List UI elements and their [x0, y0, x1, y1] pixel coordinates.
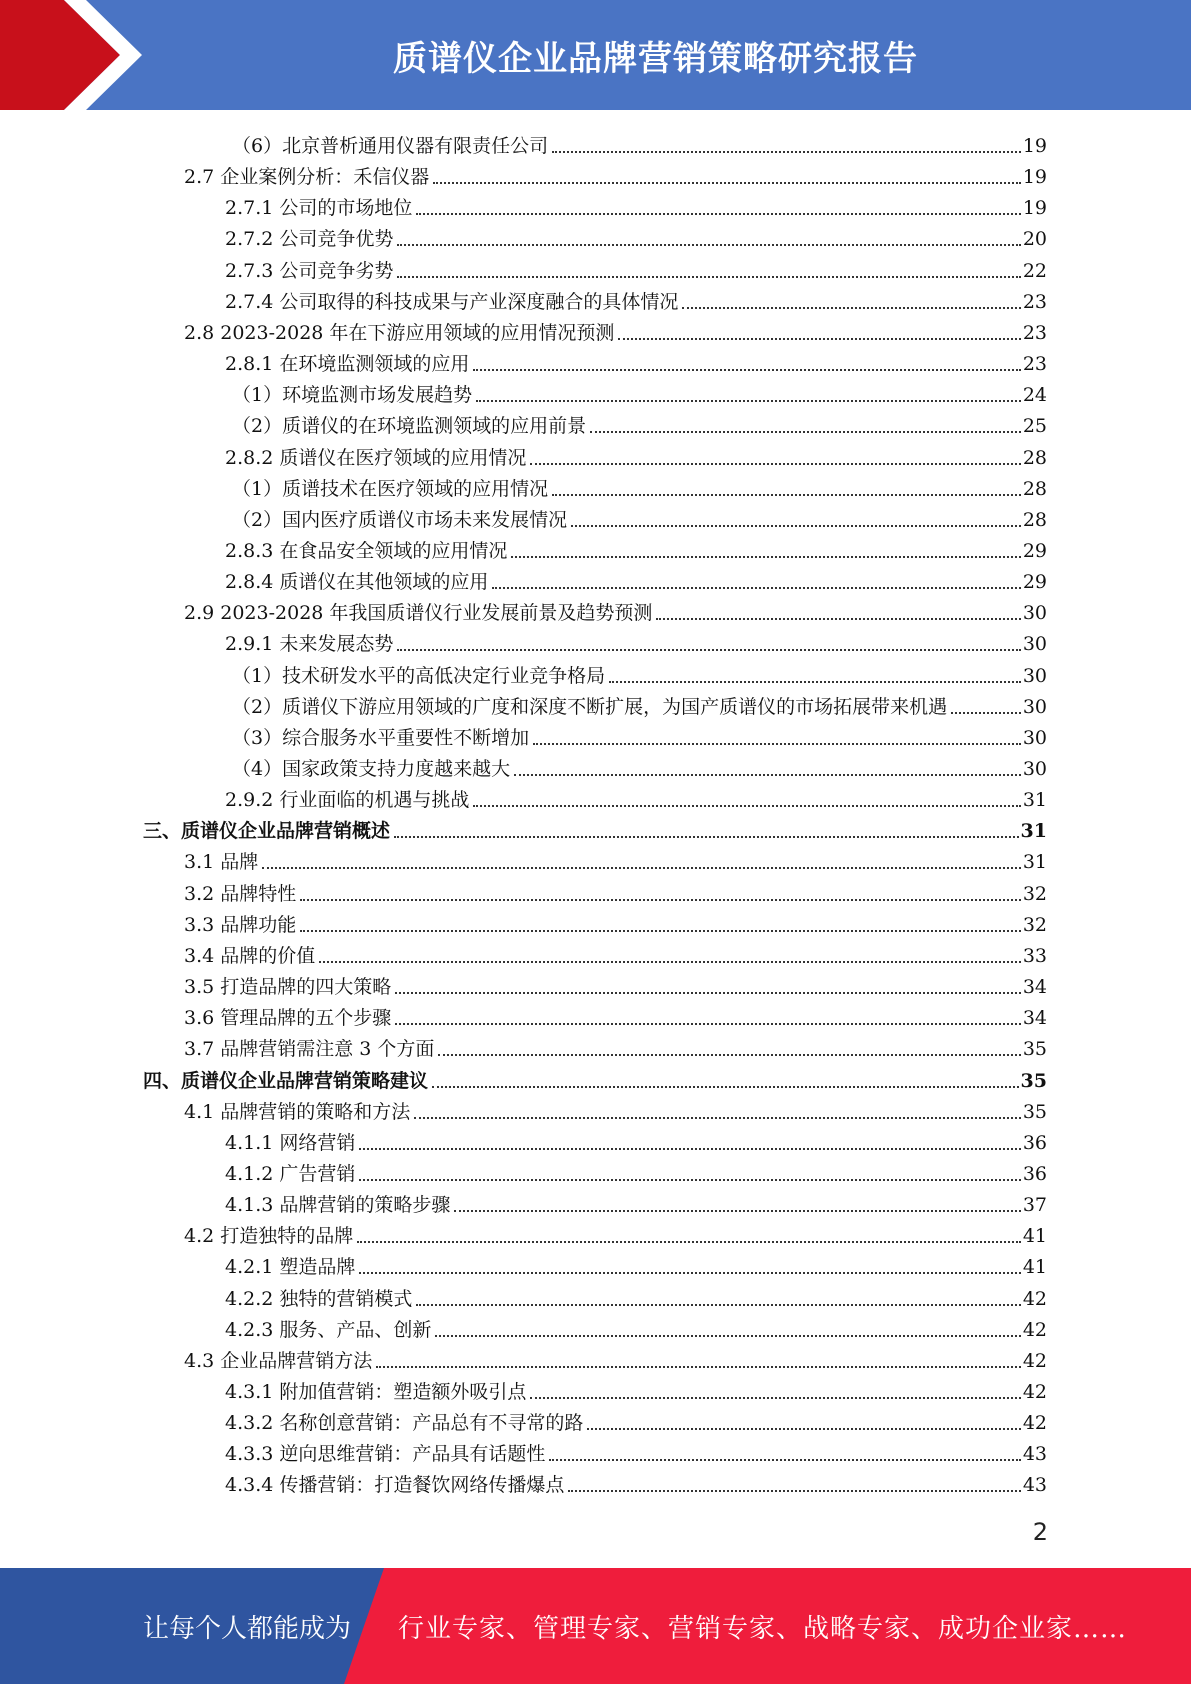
toc-entry-label: 3.7 品牌营销需注意 3 个方面 [184, 1038, 435, 1061]
toc-entry-page: 29 [1022, 571, 1047, 594]
toc-entry-page: 37 [1022, 1194, 1047, 1217]
toc-entry-label: 2.8.1 在环境监测领域的应用 [225, 353, 470, 376]
toc-dot-leader [530, 1397, 1020, 1399]
toc-entry-label: 2.7.1 公司的市场地位 [225, 197, 413, 220]
toc-entry-page: 43 [1022, 1474, 1047, 1497]
toc-entry-label: 4.3.3 逆向思维营销：产品具有话题性 [225, 1443, 546, 1466]
toc-entry[interactable] [184, 906, 1047, 937]
toc-entry-label: 2.9.2 行业面临的机遇与挑战 [225, 789, 470, 812]
toc-entry-label: 4.1 品牌营销的策略和方法 [184, 1100, 411, 1123]
toc-entry[interactable] [225, 1124, 1047, 1155]
toc-entry-page: 30 [1022, 602, 1047, 625]
toc-entry-page: 23 [1022, 321, 1047, 344]
toc-entry-page: 42 [1022, 1318, 1047, 1341]
toc-entry[interactable] [232, 470, 1047, 501]
toc-dot-leader [397, 276, 1020, 278]
toc-dot-leader [473, 805, 1020, 807]
toc-entry-label: 2.9 2023-2028 年我国质谱仪行业发展前景及趋势预测 [184, 602, 653, 625]
document-title: 质谱仪企业品牌营销策略研究报告 [393, 38, 918, 79]
toc-entry-page: 31 [1020, 820, 1047, 843]
toc-entry[interactable] [225, 1280, 1047, 1311]
toc-dot-leader [552, 151, 1021, 153]
toc-entry[interactable] [225, 625, 1047, 656]
toc-entry-page: 19 [1022, 197, 1047, 220]
toc-entry-page: 33 [1022, 944, 1047, 967]
toc-dot-leader [492, 587, 1020, 589]
toc-entry[interactable] [232, 501, 1047, 532]
toc-entry[interactable] [184, 314, 1047, 345]
toc-entry-page: 30 [1022, 633, 1047, 656]
toc-entry[interactable] [225, 189, 1047, 220]
toc-entry[interactable] [225, 252, 1047, 283]
toc-entry-label: 3.4 品牌的价值 [184, 944, 316, 967]
toc-entry[interactable] [184, 937, 1047, 968]
toc-entry[interactable] [232, 376, 1047, 407]
toc-dot-leader [530, 463, 1020, 465]
toc-entry[interactable] [184, 158, 1047, 189]
toc-entry[interactable] [225, 439, 1047, 470]
toc-entry-label: （2）质谱仪下游应用领域的广度和深度不断扩展，为国产质谱仪的市场拓展带来机遇 [232, 695, 948, 718]
toc-dot-leader [473, 369, 1020, 371]
toc-entry-page: 41 [1022, 1256, 1047, 1279]
toc-entry-page: 19 [1022, 135, 1047, 157]
toc-dot-leader [394, 836, 1019, 838]
toc-entry[interactable] [225, 345, 1047, 376]
toc-entry-label: 2.9.1 未来发展态势 [225, 633, 394, 656]
toc-entry-page: 23 [1022, 290, 1047, 313]
toc-dot-leader [590, 431, 1021, 433]
toc-entry-page: 35 [1022, 1100, 1047, 1123]
toc-entry-page: 20 [1022, 228, 1047, 251]
toc-dot-leader [416, 213, 1020, 215]
toc-entry-page: 35 [1020, 1069, 1047, 1092]
toc-entry-page: 24 [1022, 384, 1047, 407]
toc-entry[interactable] [232, 719, 1047, 750]
toc-entry-label: 3.5 打造品牌的四大策略 [184, 976, 392, 999]
toc-entry-label: 2.8.4 质谱仪在其他领域的应用 [225, 571, 489, 594]
toc-entry[interactable] [184, 843, 1047, 874]
toc-dot-leader [533, 743, 1021, 745]
toc-dot-leader [549, 1459, 1020, 1461]
toc-dot-leader [656, 618, 1020, 620]
toc-entry-label: （1）环境监测市场发展趋势 [232, 384, 473, 407]
toc-entry[interactable] [232, 657, 1047, 688]
toc-entry-page: 43 [1022, 1443, 1047, 1466]
toc-dot-leader [514, 774, 1021, 776]
toc-entry[interactable] [184, 1217, 1047, 1248]
toc-entry[interactable] [143, 1062, 1047, 1093]
toc-entry-label: （1）质谱技术在医疗领域的应用情况 [232, 477, 549, 500]
toc-entry-label: 2.8.2 质谱仪在医疗领域的应用情况 [225, 446, 527, 469]
toc-entry-page: 36 [1022, 1162, 1047, 1185]
toc-entry-page: 22 [1022, 259, 1047, 282]
toc-entry-label: 2.7.2 公司竞争优势 [225, 228, 394, 251]
toc-entry-label: 2.8.3 在食品安全领域的应用情况 [225, 539, 508, 562]
toc-entry-label: 3.3 品牌功能 [184, 913, 297, 936]
toc-dot-leader [587, 1428, 1020, 1430]
toc-entry[interactable] [232, 688, 1047, 719]
toc-entry[interactable] [184, 875, 1047, 906]
toc-dot-leader [357, 1241, 1021, 1243]
toc-dot-leader [951, 712, 1021, 714]
toc-dot-leader [454, 1210, 1020, 1212]
toc-entry-label: 3.2 品牌特性 [184, 882, 297, 905]
toc-entry-label: 三、质谱仪企业品牌营销概述 [143, 820, 391, 843]
toc-dot-leader [359, 1148, 1020, 1150]
toc-entry[interactable] [184, 1093, 1047, 1124]
toc-entry-label: 4.3.2 名称创意营销：产品总有不寻常的路 [225, 1412, 584, 1435]
toc-entry-label: （1）技术研发水平的高低决定行业竞争格局 [232, 664, 606, 687]
toc-entry-page: 29 [1022, 539, 1047, 562]
footer-slogan-right: 行业专家、管理专家、营销专家、战略专家、成功企业家…… [398, 1613, 1128, 1644]
toc-dot-leader [397, 244, 1020, 246]
toc-entry-label: （2）国内医疗质谱仪市场未来发展情况 [232, 508, 568, 531]
toc-entry-page: 30 [1022, 758, 1047, 780]
toc-dot-leader [618, 338, 1020, 340]
page-footer [0, 1568, 1191, 1684]
toc-dot-leader [319, 961, 1021, 963]
toc-entry[interactable] [225, 1248, 1047, 1279]
toc-entry[interactable] [225, 1435, 1047, 1466]
toc-entry-page: 32 [1022, 913, 1047, 936]
page-number: 2 [1032, 1518, 1048, 1546]
toc-entry[interactable] [225, 563, 1047, 594]
toc-dot-leader [376, 1366, 1021, 1368]
toc-entry-page: 42 [1022, 1349, 1047, 1372]
toc-dot-leader [262, 867, 1021, 869]
toc-entry-page: 42 [1022, 1381, 1047, 1403]
toc-entry[interactable] [184, 594, 1047, 625]
toc-entry-label: 4.1.1 网络营销 [225, 1131, 356, 1154]
page-header [0, 0, 1191, 110]
header-arrow-accent [0, 0, 160, 110]
toc-entry[interactable] [184, 1342, 1047, 1373]
toc-entry-label: （6）北京普析通用仪器有限责任公司 [232, 135, 549, 157]
toc-entry-label: 四、质谱仪企业品牌营销策略建议 [143, 1069, 429, 1092]
toc-entry-page: 34 [1022, 1007, 1047, 1030]
toc-entry-label: 4.3.1 附加值营销：塑造额外吸引点 [225, 1381, 527, 1403]
toc-dot-leader [433, 182, 1021, 184]
toc-entry-label: 4.2 打造独特的品牌 [184, 1225, 354, 1248]
toc-entry[interactable] [232, 127, 1047, 158]
toc-entry-page: 32 [1022, 882, 1047, 905]
toc-entry[interactable] [225, 283, 1047, 314]
toc-entry[interactable] [225, 1311, 1047, 1342]
toc-entry-page: 36 [1022, 1131, 1047, 1154]
toc-entry-page: 31 [1022, 789, 1047, 812]
toc-dot-leader [432, 1086, 1019, 1088]
toc-entry[interactable] [184, 1030, 1047, 1061]
toc-entry-label: （3）综合服务水平重要性不断增加 [232, 726, 530, 749]
toc-entry-page: 34 [1022, 976, 1047, 999]
toc-entry-page: 19 [1022, 166, 1047, 189]
toc-dot-leader [359, 1272, 1020, 1274]
toc-dot-leader [435, 1335, 1020, 1337]
toc-entry-label: 4.1.2 广告营销 [225, 1162, 356, 1185]
toc-entry[interactable] [225, 781, 1047, 812]
toc-dot-leader [568, 1490, 1020, 1492]
toc-entry[interactable] [225, 1373, 1047, 1404]
toc-entry-label: 2.7 企业案例分析：禾信仪器 [184, 166, 430, 189]
toc-entry-page: 42 [1022, 1412, 1047, 1435]
toc-entry-label: 2.7.3 公司竞争劣势 [225, 259, 394, 282]
toc-dot-leader [682, 307, 1020, 309]
toc-entry-label: 3.1 品牌 [184, 851, 259, 874]
toc-dot-leader [395, 1023, 1021, 1025]
toc-dot-leader [300, 899, 1021, 901]
toc-dot-leader [397, 649, 1020, 651]
toc-entry-page: 35 [1022, 1038, 1047, 1061]
toc-entry[interactable] [143, 812, 1047, 843]
toc-dot-leader [414, 1117, 1021, 1119]
toc-entry[interactable] [225, 1186, 1047, 1217]
toc-entry-label: 3.6 管理品牌的五个步骤 [184, 1007, 392, 1030]
toc-entry-page: 23 [1022, 353, 1047, 376]
toc-entry[interactable] [232, 407, 1047, 438]
toc-entry-label: 4.2.3 服务、产品、创新 [225, 1318, 432, 1341]
toc-dot-leader [395, 992, 1021, 994]
toc-entry-label: （4）国家政策支持力度越来越大 [232, 758, 511, 780]
toc-entry-label: 4.1.3 品牌营销的策略步骤 [225, 1194, 451, 1217]
toc-entry-label: 2.7.4 公司取得的科技成果与产业深度融合的具体情况 [225, 290, 679, 313]
toc-dot-leader [300, 930, 1021, 932]
toc-entry-label: 2.8 2023-2028 年在下游应用领域的应用情况预测 [184, 321, 615, 344]
toc-entry[interactable] [225, 1466, 1047, 1497]
toc-dot-leader [438, 1054, 1020, 1056]
toc-dot-leader [416, 1304, 1020, 1306]
toc-dot-leader [476, 400, 1021, 402]
toc-entry-page: 30 [1022, 695, 1047, 718]
toc-entry[interactable] [232, 750, 1047, 781]
toc-entry[interactable] [225, 1404, 1047, 1435]
toc-entry-page: 30 [1022, 726, 1047, 749]
toc-entry[interactable] [184, 999, 1047, 1030]
toc-entry-label: 4.2.1 塑造品牌 [225, 1256, 356, 1279]
toc-entry-label: 4.2.2 独特的营销模式 [225, 1287, 413, 1310]
toc-entry-page: 28 [1022, 508, 1047, 531]
toc-entry[interactable] [225, 532, 1047, 563]
toc-entry-page: 28 [1022, 477, 1047, 500]
toc-entry[interactable] [225, 220, 1047, 251]
toc-dot-leader [552, 494, 1021, 496]
toc-dot-leader [359, 1179, 1020, 1181]
toc-entry-page: 25 [1022, 415, 1047, 438]
toc-entry-page: 31 [1022, 851, 1047, 874]
toc-entry-page: 30 [1022, 664, 1047, 687]
toc-entry-page: 28 [1022, 446, 1047, 469]
toc-dot-leader [609, 681, 1021, 683]
toc-entry-label: 4.3.4 传播营销：打造餐饮网络传播爆点 [225, 1474, 565, 1497]
toc-entry[interactable] [184, 968, 1047, 999]
toc-dot-leader [511, 556, 1020, 558]
toc-entry-label: （2）质谱仪的在环境监测领域的应用前景 [232, 415, 587, 438]
toc-dot-leader [571, 525, 1021, 527]
toc-entry-page: 41 [1022, 1225, 1047, 1248]
toc-entry-page: 42 [1022, 1287, 1047, 1310]
footer-slogan-left: 让每个人都能成为 [143, 1613, 352, 1644]
toc-entry-label: 4.3 企业品牌营销方法 [184, 1349, 373, 1372]
toc-entry[interactable] [225, 1155, 1047, 1186]
